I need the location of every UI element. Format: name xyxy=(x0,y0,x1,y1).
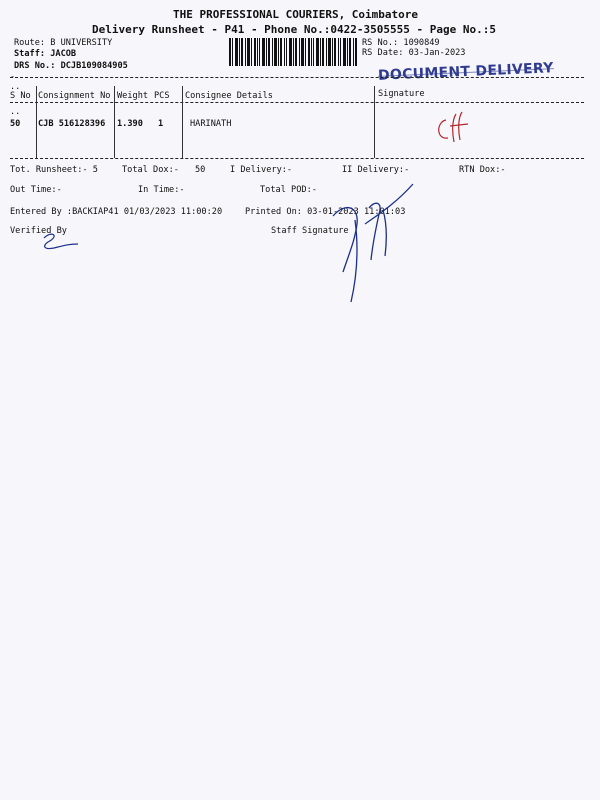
column-divider xyxy=(114,86,115,158)
rtn-dox: RTN Dox:- xyxy=(459,165,506,175)
out-time: Out Time:- xyxy=(10,185,62,195)
row-sno: 50 xyxy=(10,119,21,129)
printed-on: Printed On: 03-01-2023 11:01:03 xyxy=(245,207,406,217)
i-delivery: I Delivery:- xyxy=(230,165,293,175)
staff-text: Staff: JACOB xyxy=(14,49,77,59)
drs-number: DRS No.: DCJB109084905 xyxy=(14,61,128,71)
verified-by: Verified By xyxy=(10,226,67,236)
company-title: THE PROFESSIONAL COURIERS, Coimbatore xyxy=(173,8,419,21)
total-dox-value: 50 xyxy=(195,165,206,175)
table-top-rule xyxy=(10,77,584,78)
header-signature: Signature xyxy=(378,89,425,99)
header-weight: Weight xyxy=(117,91,149,101)
stamp-text: DOCUMENT DELIVERY xyxy=(377,60,555,84)
rs-number: RS No.: 1090849 xyxy=(362,38,440,48)
header-bottom-rule xyxy=(10,102,584,103)
row-consignment: CJB 516128396 xyxy=(38,119,106,129)
route-text: Route: B UNIVERSITY xyxy=(14,38,113,48)
column-divider xyxy=(182,86,183,158)
row-pcs: 1 xyxy=(158,119,164,129)
row-weight: 1.390 xyxy=(117,119,143,129)
in-time: In Time:- xyxy=(138,185,185,195)
runsheet-title: Delivery Runsheet - P41 - Phone No.:0422-3505555 - Page No.:5 xyxy=(92,23,496,36)
total-pod: Total POD:- xyxy=(260,185,317,195)
staff-signature-label: Staff Signature xyxy=(271,226,349,236)
dash-mark: - xyxy=(10,72,16,82)
table-bottom-rule xyxy=(10,158,584,159)
barcode-image xyxy=(229,38,357,66)
dash-mark: .. xyxy=(10,82,21,92)
header-consignee: Consignee Details xyxy=(185,91,273,101)
red-handwritten-signature xyxy=(432,110,472,150)
document-delivery-stamp xyxy=(378,60,554,84)
header-sno: S No xyxy=(10,91,31,101)
entered-by: Entered By :BACKIAP41 01/03/2023 11:00:20 xyxy=(10,207,223,217)
ii-delivery: II Delivery:- xyxy=(342,165,410,175)
tot-runsheet: Tot. Runsheet:- 5 xyxy=(10,165,98,175)
header-pcs: PCS xyxy=(154,91,170,101)
verifier-signature xyxy=(38,226,88,256)
dash-mark: .. xyxy=(10,107,21,117)
header-consignment: Consignment No xyxy=(38,91,111,101)
column-divider xyxy=(36,86,37,158)
staff-handwritten-signature xyxy=(325,180,425,310)
total-dox-label: Total Dox:- xyxy=(122,165,179,175)
column-divider xyxy=(374,86,375,158)
row-consignee: HARINATH xyxy=(190,119,232,129)
rs-date: RS Date: 03-Jan-2023 xyxy=(362,48,466,58)
